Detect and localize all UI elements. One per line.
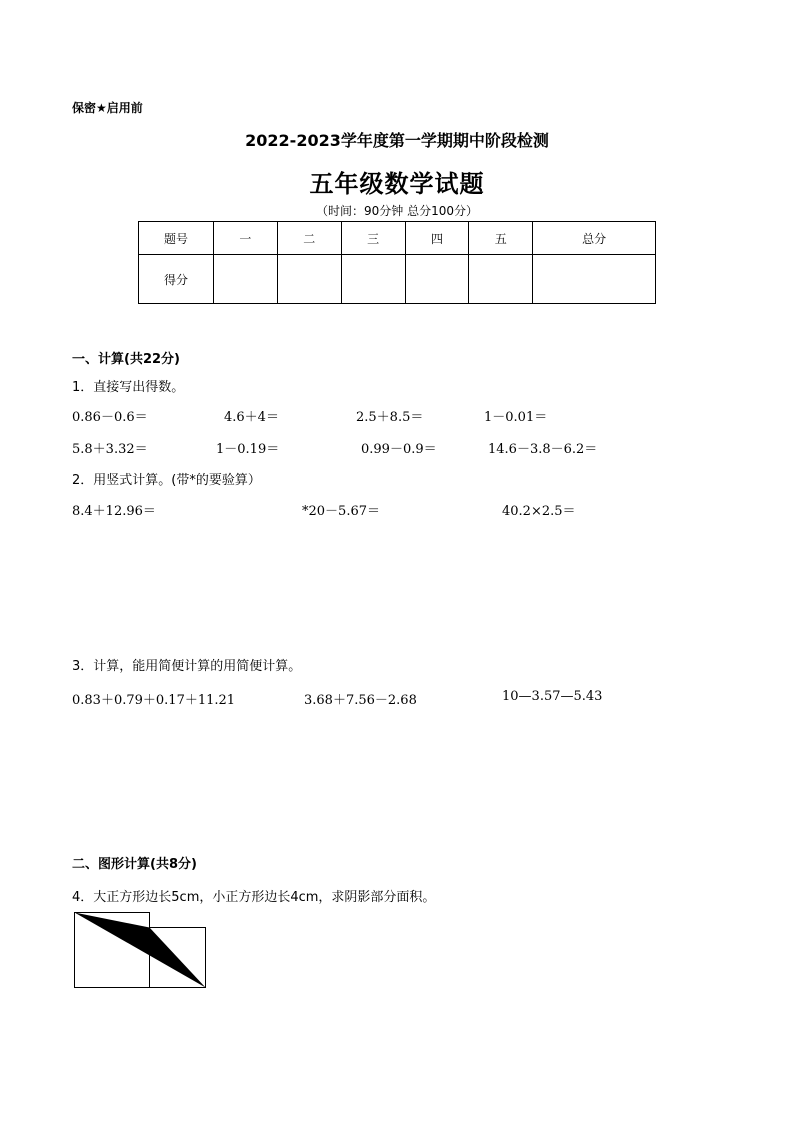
q1-expr-8: 14.6－3.8－6.2＝ xyxy=(488,442,598,457)
score-table-header-row xyxy=(139,222,656,255)
section1-heading: 一、计算(共22分) xyxy=(72,352,180,367)
question-1-prompt: 1．直接写出得数。 xyxy=(72,380,185,395)
score-cell-4[interactable] xyxy=(405,255,469,304)
table-cell-col-3: 三 xyxy=(341,222,405,255)
confidential-mark: 保密★启用前 xyxy=(72,101,143,115)
exam-subtitle: 2022-2023学年度第一学期期中阶段检测 xyxy=(245,131,549,150)
q1-expr-3: 2.5＋8.5＝ xyxy=(356,410,424,425)
score-table-score-row xyxy=(139,255,656,304)
score-cell-1[interactable] xyxy=(214,255,278,304)
q3-expr-2: 3.68＋7.56－2.68 xyxy=(304,693,417,708)
question-4-prompt: 4．大正方形边长5cm，小正方形边长4cm，求阴影部分面积。 xyxy=(72,890,436,905)
table-cell-col-2: 二 xyxy=(277,222,341,255)
q1-expr-1: 0.86－0.6＝ xyxy=(72,410,148,425)
time-info: （时间：90分钟 总分100分） xyxy=(316,204,478,218)
table-cell-col-5: 五 xyxy=(469,222,533,255)
squares-figure xyxy=(72,910,212,990)
question-2-prompt: 2．用竖式计算。(带*的要验算） xyxy=(72,473,261,488)
q2-expr-2: *20－5.67＝ xyxy=(302,504,380,519)
q2-expr-3: 40.2×2.5＝ xyxy=(502,504,576,519)
section2-heading: 二、图形计算(共8分) xyxy=(72,857,197,872)
question-3-prompt: 3．计算，能用简便计算的用简便计算。 xyxy=(72,659,302,674)
q1-expr-7: 0.99－0.9＝ xyxy=(361,442,437,457)
table-cell-col-1: 一 xyxy=(214,222,278,255)
score-cell-total[interactable] xyxy=(533,255,656,304)
table-cell-col-4: 四 xyxy=(405,222,469,255)
q2-expr-1: 8.4＋12.96＝ xyxy=(72,504,156,519)
q3-expr-1: 0.83＋0.79＋0.17＋11.21 xyxy=(72,693,236,708)
score-cell-3[interactable] xyxy=(341,255,405,304)
table-cell-question-label: 题号 xyxy=(139,222,214,255)
score-cell-2[interactable] xyxy=(277,255,341,304)
score-cell-5[interactable] xyxy=(469,255,533,304)
score-table xyxy=(138,221,656,304)
q3-expr-3: 10—3.57—5.43 xyxy=(502,689,603,704)
q1-expr-2: 4.6＋4＝ xyxy=(224,410,279,425)
table-cell-col-total: 总分 xyxy=(533,222,656,255)
q1-expr-6: 1－0.19＝ xyxy=(216,442,280,457)
table-cell-score-label: 得分 xyxy=(139,255,214,304)
q1-expr-4: 1－0.01＝ xyxy=(484,410,548,425)
q1-expr-5: 5.8＋3.32＝ xyxy=(72,442,148,457)
exam-title: 五年级数学试题 xyxy=(309,170,485,198)
shaded-region xyxy=(75,913,206,988)
